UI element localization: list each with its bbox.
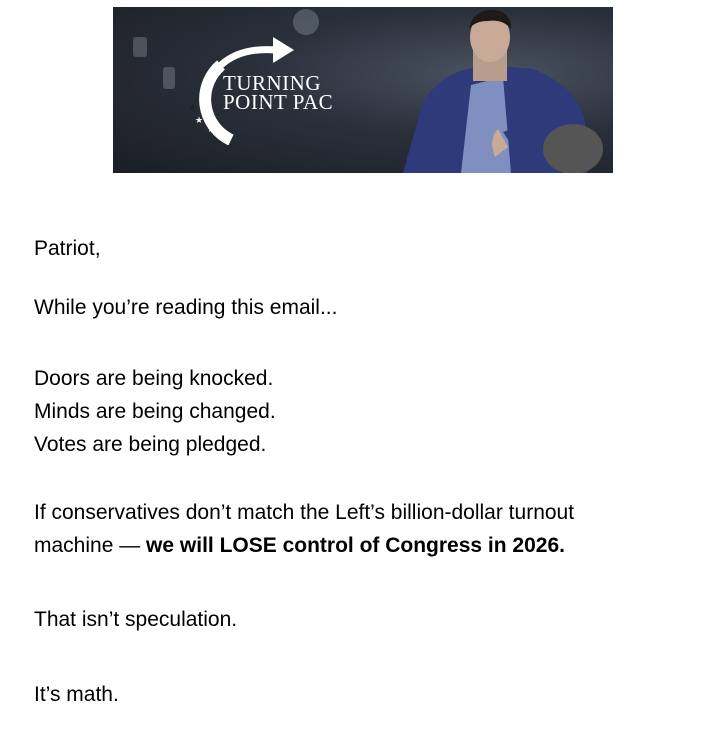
svg-text:★: ★ [207,124,216,134]
logo-line-2: POINT PAC [223,90,334,114]
svg-text:★: ★ [220,131,229,141]
warning-line-2: machine — [34,534,147,557]
logo-line-1: TURNING [223,71,321,95]
line-votes: Votes are being pledged. [34,433,267,456]
warning-line-1: If conservatives don’t match the Left’s billion-dollar turnout [34,501,575,524]
header-banner [113,7,613,173]
spokesperson-photo [403,7,613,173]
svg-text:★: ★ [189,103,197,112]
logo-text [223,71,334,114]
paragraph-warning [34,496,574,562]
greeting: Patriot, [34,237,101,260]
warning-bold-text: we will LOSE control of Congress in 2026. [146,534,565,557]
line-minds: Minds are being changed. [34,400,276,423]
svg-text:★: ★ [195,115,204,125]
paragraph-speculation: That isn’t speculation. [34,608,238,631]
paragraph-math: It’s math. [34,683,119,706]
line-doors: Doors are being knocked. [34,367,274,390]
paragraph-actions [34,362,276,461]
paragraph-reading: While you’re reading this email... [34,296,338,319]
